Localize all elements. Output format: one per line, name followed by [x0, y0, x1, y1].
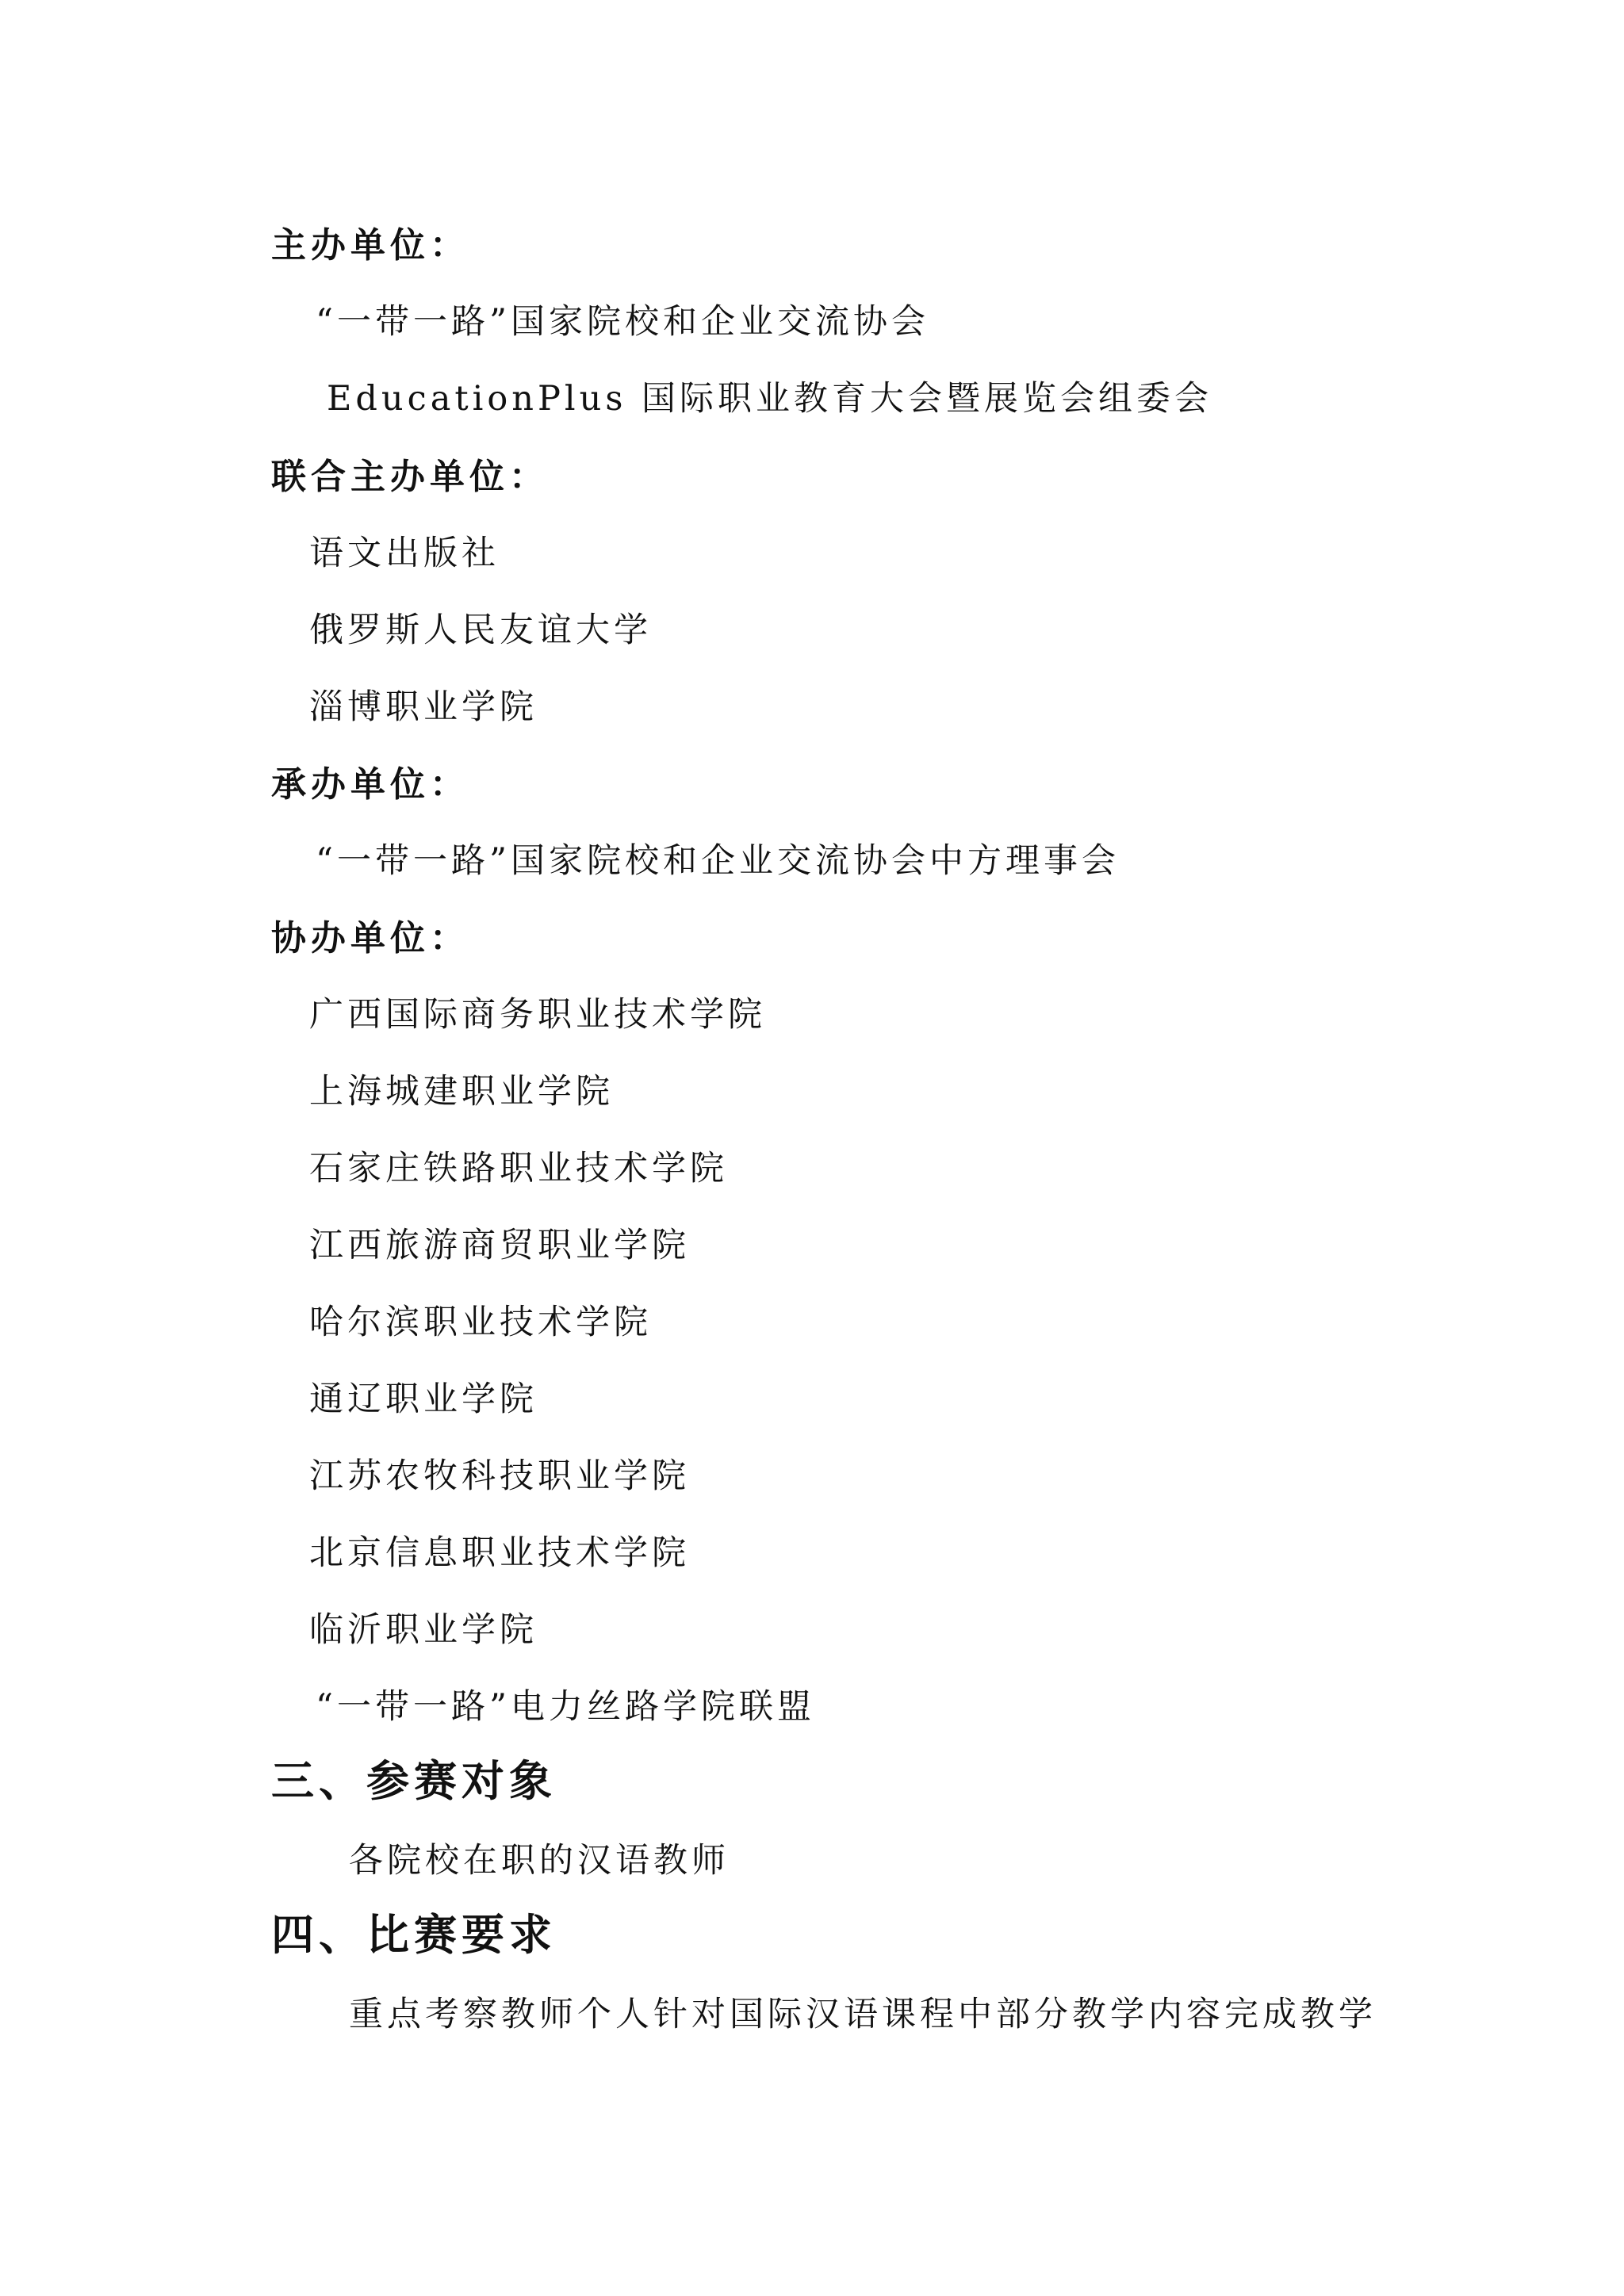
assisting-item: 石家庄铁路职业技术学院 — [309, 1149, 728, 1188]
co-organizer-item: 淄博职业学院 — [309, 687, 538, 727]
co-organizer-item: 俄罗斯人民友谊大学 — [309, 610, 652, 650]
co-organizer-label: 联合主办单位： — [271, 457, 549, 497]
undertaker-label: 承办单位： — [271, 764, 469, 805]
assisting-label: 协办单位： — [271, 918, 469, 959]
organizer-item: “一带一路”国家院校和企业交流协会 — [316, 302, 929, 342]
organizer-item: EducationPlus 国际职业教育大会暨展览会组委会 — [327, 379, 1213, 419]
assisting-item: 北京信息职业技术学院 — [309, 1533, 690, 1573]
participants-text: 各院校在职的汉语教师 — [349, 1841, 730, 1881]
assisting-item: 江苏农牧科技职业学院 — [309, 1456, 690, 1496]
requirements-text: 重点考察教师个人针对国际汉语课程中部分教学内容完成教学 — [349, 1995, 1377, 2034]
assisting-item: “一带一路”电力丝路学院联盟 — [316, 1687, 815, 1727]
assisting-item: 江西旅游商贸职业学院 — [309, 1226, 690, 1265]
assisting-item: 广西国际商务职业技术学院 — [309, 995, 766, 1035]
organizer-label: 主办单位： — [271, 225, 469, 266]
assisting-item: 上海城建职业学院 — [309, 1072, 614, 1112]
assisting-item: 通辽职业学院 — [309, 1380, 538, 1419]
requirements-heading: 四、比赛要求 — [271, 1910, 557, 1960]
participants-heading: 三、参赛对象 — [271, 1756, 557, 1806]
undertaker-item: “一带一路”国家院校和企业交流协会中方理事会 — [316, 841, 1120, 881]
assisting-item: 临沂职业学院 — [309, 1610, 538, 1650]
assisting-item: 哈尔滨职业技术学院 — [309, 1303, 652, 1342]
co-organizer-item: 语文出版社 — [309, 534, 500, 573]
